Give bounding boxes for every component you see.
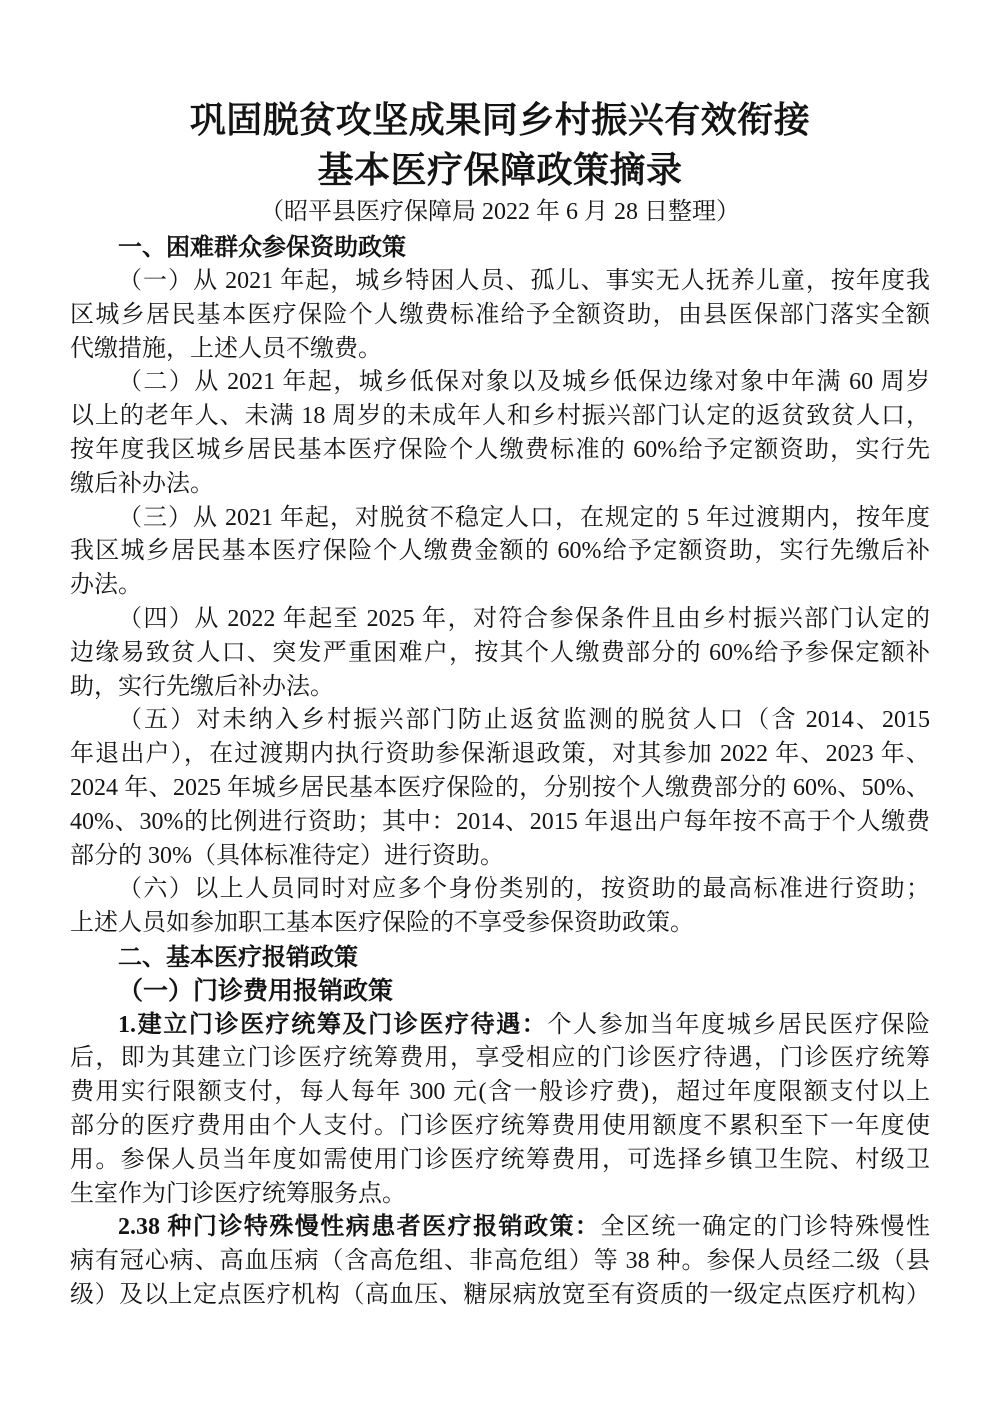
paragraph-line: 后，即为其建立门诊医疗统筹费用，享受相应的门诊医疗待遇，门诊医疗统筹 [70, 1045, 930, 1072]
paragraph-line [70, 1211, 930, 1245]
paragraph-line: 以上的老年人、未满 18 周岁的未成年人和乡村振兴部门认定的返贫致贫人口， [70, 403, 930, 430]
paragraph-line: 2024 年、2025 年城乡居民基本医疗保险的，分别按个人缴费部分的 60%、50%、 [70, 774, 930, 801]
document-title-line-2: 基本医疗保障政策摘录 [317, 150, 683, 190]
paragraph-line: 边缘易致贫人口、突发严重困难户，按其个人缴费部分的 60%给予参保定额补 [70, 639, 930, 666]
paragraph-line: 我区城乡居民基本医疗保险个人缴费金额的 60%给予定额资助，实行先缴后补 [70, 538, 930, 565]
paragraph-line: 代缴措施，上述人员不缴费。 [70, 335, 382, 362]
section-2-paragraph-2 [70, 1211, 930, 1312]
section-1-paragraph-2 [70, 366, 930, 501]
paragraph-line: 按年度我区城乡居民基本医疗保险个人缴费标准的 60%给予定额资助，实行先 [70, 436, 930, 463]
subsection-heading: （一）门诊费用报销政策 [118, 977, 394, 1005]
paragraph-lead: 2.38 种门诊特殊慢性病患者医疗报销政策： [118, 1214, 601, 1241]
paragraph-line [70, 1009, 930, 1043]
section-1-heading: 一、困难群众参保资助政策 [118, 233, 406, 261]
document-body [70, 229, 930, 1313]
paragraph-text: 个人参加当年度城乡居民医疗保险 [547, 1011, 931, 1038]
paragraph-line: 上述人员如参加职工基本医疗保险的不享受参保资助政策。 [70, 910, 694, 937]
paragraph-line: 40%、30%的比例进行资助；其中：2014、2015 年退出户每年按不高于个人缴费 [70, 808, 930, 835]
document-title-line-1: 巩固脱贫攻坚成果同乡村振兴有效衔接 [189, 100, 811, 140]
paragraph-line: （三）从 2021 年起，对脱贫不稳定人口，在规定的 5 年过渡期内，按年度 [118, 504, 930, 531]
paragraph-lead: 1.建立门诊医疗统筹及门诊医疗待遇： [118, 1011, 548, 1038]
paragraph-line: （六）以上人员同时对应多个身份类别的，按资助的最高标准进行资助； [118, 876, 930, 903]
paragraph-line: （一）从 2021 年起，城乡特困人员、孤儿、事实无人抚养儿童，按年度我 [118, 268, 930, 294]
paragraph-line: 部分的 30%（具体标准待定）进行资助。 [70, 842, 504, 869]
paragraph-line: 生室作为门诊医疗统筹服务点。 [70, 1180, 406, 1207]
document-subtitle: （昭平县医疗保障局 2022 年 6 月 28 日整理） [260, 199, 740, 225]
paragraph-line: 区城乡居民基本医疗保险个人缴费标准给予全额资助，由县医保部门落实全额 [70, 301, 930, 328]
paragraph-line: （二）从 2021 年起，城乡低保对象以及城乡低保边缘对象中年满 60 周岁 [118, 369, 930, 396]
section-1-paragraph-6 [70, 873, 930, 941]
section-2-paragraph-1 [70, 1009, 930, 1212]
section-1-paragraph-4 [70, 603, 930, 704]
paragraph-line: 用。参保人员当年度如需使用门诊医疗统筹费用，可选择乡镇卫生院、村级卫 [70, 1146, 930, 1173]
section-1-paragraph-5 [70, 704, 930, 873]
paragraph-line: 级）及以上定点医疗机构（高血压、糖尿病放宽至有资质的一级定点医疗机构） [70, 1281, 930, 1308]
paragraph-line: 病有冠心病、高血压病（含高危组、非高危组）等 38 种。参保人员经二级（县 [70, 1248, 930, 1275]
section-1-paragraph-1 [70, 265, 930, 366]
paragraph-line: 缴后补办法。 [70, 470, 214, 497]
paragraph-text: 全区统一确定的门诊特殊慢性 [600, 1214, 931, 1241]
section-1-paragraph-3 [70, 502, 930, 603]
section-2-heading: 二、基本医疗报销政策 [118, 942, 358, 971]
paragraph-line: （五）对未纳入乡村振兴部门防止返贫监测的脱贫人口（含 2014、2015 [118, 707, 930, 734]
paragraph-line: 办法。 [70, 572, 142, 599]
paragraph-line: （四）从 2022 年起至 2025 年，对符合参保条件且由乡村振兴部门认定的 [118, 605, 930, 632]
paragraph-line: 助，实行先缴后补办法。 [70, 673, 334, 700]
paragraph-line: 部分的医疗费用由个人支付。门诊医疗统筹费用使用额度不累积至下一年度使 [70, 1112, 930, 1139]
paragraph-line: 年退出户），在过渡期内执行资助参保渐退政策，对其参加 2022 年、2023 年、 [70, 741, 930, 768]
paragraph-line: 费用实行限额支付，每人每年 300 元(含一般诊疗费)，超过年度限额支付以上 [70, 1079, 930, 1106]
